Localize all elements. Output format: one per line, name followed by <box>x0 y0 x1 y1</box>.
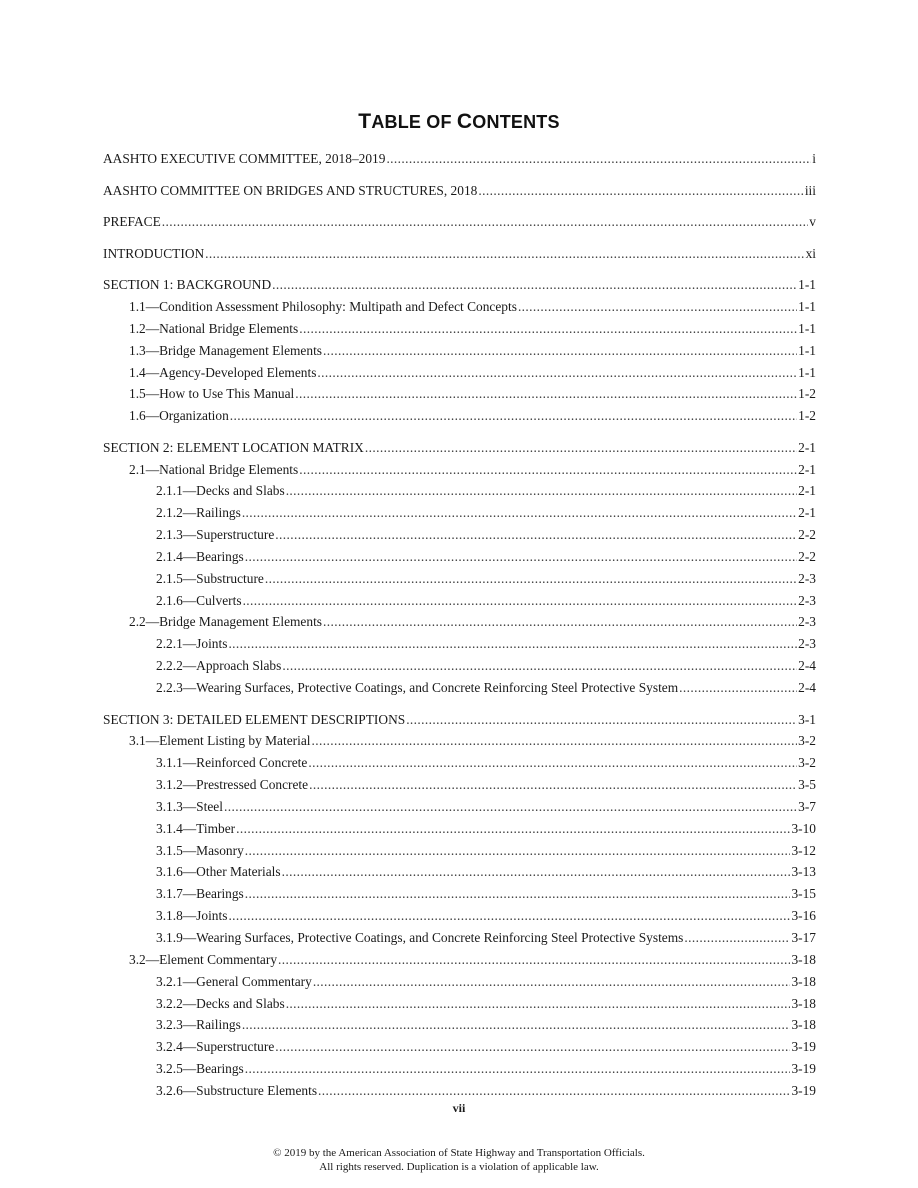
toc-entry-label: 2.1.6—Culverts <box>156 592 242 608</box>
toc-entry-label: 1.5—How to Use This Manual <box>129 386 295 402</box>
dot-leader <box>518 296 797 318</box>
toc-entry[interactable] <box>103 318 816 340</box>
dot-leader <box>386 148 811 170</box>
toc-entry-label: 3.2.2—Decks and Slabs <box>156 995 285 1011</box>
dot-leader <box>295 383 797 405</box>
toc-entry-label: 2.2.1—Joints <box>156 636 228 652</box>
toc-entry-label: 3.2.6—Substructure Elements <box>156 1082 318 1098</box>
toc-entry-label: 2.1.2—Railings <box>156 505 241 521</box>
toc-entry[interactable] <box>103 546 816 568</box>
toc-entry[interactable] <box>103 590 816 612</box>
toc-entry-page: 2-3 <box>798 570 816 586</box>
toc-entry[interactable] <box>103 340 816 362</box>
toc-entry[interactable] <box>103 883 816 905</box>
toc-entry[interactable] <box>103 611 816 633</box>
toc-entry-page: 2-1 <box>798 483 816 499</box>
toc-entry[interactable] <box>103 1036 816 1058</box>
toc-entry-page: 3-18 <box>791 995 816 1011</box>
dot-leader <box>323 340 797 362</box>
table-of-contents <box>103 148 816 1102</box>
dot-leader <box>286 480 797 502</box>
title-rest-1: ABLE OF <box>371 112 457 132</box>
dot-leader <box>236 818 790 840</box>
toc-entry-page: i <box>812 151 816 166</box>
toc-entry[interactable] <box>103 774 816 796</box>
toc-entry-page: 2-2 <box>798 548 816 564</box>
copyright-line: © 2019 by the American Association of State Highway and Transportation Officials. <box>273 1147 645 1159</box>
toc-entry-label: INTRODUCTION <box>103 245 205 261</box>
page-number: vii <box>452 1101 466 1115</box>
toc-entry[interactable] <box>103 796 816 818</box>
toc-entry[interactable] <box>103 752 816 774</box>
toc-entry-page: 1-1 <box>798 277 816 293</box>
toc-entry-label: 2.2.3—Wearing Surfaces, Protective Coatings, and Concrete Reinforcing Steel Protective System <box>156 680 679 695</box>
toc-entry-label: 3.1.5—Masonry <box>156 842 244 858</box>
toc-entry[interactable] <box>103 677 816 699</box>
toc-entry[interactable] <box>103 524 816 546</box>
dot-leader <box>224 796 797 818</box>
toc-entry-page: 1-1 <box>798 298 816 314</box>
toc-entry-page: 3-18 <box>791 1017 816 1033</box>
dot-leader <box>365 437 797 459</box>
toc-entry-page: 3-13 <box>791 864 816 880</box>
dot-leader <box>205 243 804 265</box>
dot-leader <box>242 502 797 524</box>
toc-entry[interactable] <box>103 180 816 202</box>
toc-entry-label: 2.2—Bridge Management Elements <box>129 614 323 630</box>
toc-entry-page: 3-18 <box>791 951 816 967</box>
rights-line: All rights reserved. Duplication is a violation of applicable law. <box>319 1161 599 1173</box>
toc-entry-page: 2-4 <box>798 680 816 695</box>
toc-entry[interactable] <box>103 502 816 524</box>
toc-entry-label: 3.1.2—Prestressed Concrete <box>156 777 309 793</box>
toc-entry-page: 3-19 <box>791 1082 816 1098</box>
toc-entry-label: 1.1—Condition Assessment Philosophy: Multipath and Defect Concepts <box>129 298 517 314</box>
toc-entry[interactable] <box>103 362 816 384</box>
dot-leader <box>313 971 791 993</box>
toc-entry-label: 1.6—Organization <box>129 408 229 424</box>
dot-leader <box>162 211 809 233</box>
toc-entry-page: 3-15 <box>791 886 816 902</box>
toc-entry-label: 3.1.8—Joints <box>156 908 228 924</box>
toc-entry[interactable] <box>103 655 816 677</box>
dot-leader <box>245 1058 791 1080</box>
toc-entry[interactable] <box>103 459 816 481</box>
toc-entry-label: 2.1.5—Substructure <box>156 570 264 586</box>
toc-entry-label: 3.1—Element Listing by Material <box>129 733 311 749</box>
toc-entry[interactable] <box>103 211 816 233</box>
dot-leader <box>265 568 797 590</box>
dot-leader <box>245 546 797 568</box>
toc-entry-page: 3-12 <box>791 842 816 858</box>
toc-entry-page: 3-5 <box>798 777 816 793</box>
toc-entry-page: 3-19 <box>791 1039 816 1055</box>
toc-entry-label: 3.2.4—Superstructure <box>156 1039 275 1055</box>
toc-entry-page: 1-1 <box>798 320 816 336</box>
dot-leader <box>684 927 790 949</box>
toc-entry-page: 3-7 <box>798 798 816 814</box>
toc-entry[interactable] <box>103 1058 816 1080</box>
dot-leader <box>245 840 791 862</box>
toc-entry-page: 3-2 <box>798 733 816 749</box>
dot-leader <box>317 362 797 384</box>
toc-entry-label: SECTION 2: ELEMENT LOCATION MATRIX <box>103 439 364 455</box>
dot-leader <box>309 774 797 796</box>
toc-entry[interactable] <box>103 148 816 170</box>
title-cap-c: C <box>456 110 473 133</box>
dot-leader <box>679 677 797 699</box>
copyright-footer <box>0 1146 918 1174</box>
dot-leader <box>278 949 790 971</box>
dot-leader <box>308 752 797 774</box>
toc-entry-page: 3-10 <box>791 820 816 836</box>
toc-entry[interactable] <box>103 861 816 883</box>
toc-entry-page: 2-3 <box>798 636 816 652</box>
toc-entry-label: 3.2.3—Railings <box>156 1017 241 1033</box>
toc-entry[interactable] <box>103 437 816 459</box>
toc-entry-label: SECTION 3: DETAILED ELEMENT DESCRIPTIONS <box>103 711 406 727</box>
toc-entry[interactable] <box>103 383 816 405</box>
title-cap-t: T <box>358 110 372 133</box>
toc-entry-page: 3-18 <box>791 973 816 989</box>
dot-leader <box>311 730 797 752</box>
dot-leader <box>242 1014 791 1036</box>
dot-leader <box>230 405 797 427</box>
toc-entry-label: 3.2.5—Bearings <box>156 1061 244 1077</box>
dot-leader <box>228 633 797 655</box>
toc-entry-page: 3-17 <box>791 929 816 945</box>
toc-entry-label: 3.2.1—General Commentary <box>156 973 312 989</box>
toc-entry[interactable] <box>103 1080 816 1102</box>
toc-entry[interactable] <box>103 568 816 590</box>
toc-entry-label: 2.1.1—Decks and Slabs <box>156 483 285 499</box>
toc-entry-page: iii <box>804 182 816 198</box>
toc-entry-label: 3.1.1—Reinforced Concrete <box>156 755 308 771</box>
toc-entry-label: PREFACE <box>103 214 161 230</box>
toc-entry-page: 2-3 <box>798 592 816 608</box>
dot-leader <box>406 709 797 731</box>
toc-entry-page: 2-1 <box>798 461 816 477</box>
toc-entry[interactable] <box>103 905 816 927</box>
dot-leader <box>478 180 803 202</box>
toc-entry-label: AASHTO COMMITTEE ON BRIDGES AND STRUCTURES, 2018 <box>103 182 478 198</box>
toc-entry-page: xi <box>805 245 816 261</box>
toc-entry[interactable] <box>103 480 816 502</box>
toc-entry-label: 2.1.4—Bearings <box>156 548 244 564</box>
toc-entry-page: 2-1 <box>798 505 816 521</box>
dot-leader <box>286 993 791 1015</box>
toc-entry-page: 2-4 <box>798 658 816 674</box>
toc-entry-label: 3.1.4—Timber <box>156 820 236 836</box>
page-title <box>0 110 918 134</box>
dot-leader <box>323 611 797 633</box>
toc-entry-label: SECTION 1: BACKGROUND <box>103 277 272 293</box>
toc-entry[interactable] <box>103 243 816 265</box>
dot-leader <box>299 459 797 481</box>
dot-leader <box>275 524 797 546</box>
dot-leader <box>282 861 791 883</box>
dot-leader <box>243 590 798 612</box>
toc-entry[interactable] <box>103 730 816 752</box>
toc-entry-label: 2.1.3—Superstructure <box>156 527 275 543</box>
dot-leader <box>228 905 790 927</box>
toc-entry-label: AASHTO EXECUTIVE COMMITTEE, 2018–2019 <box>103 151 386 166</box>
toc-entry-label: 3.1.7—Bearings <box>156 886 244 902</box>
toc-entry-label: 3.1.6—Other Materials <box>156 864 281 880</box>
title-rest-2: ONTENTS <box>472 112 560 132</box>
toc-entry-label: 3.1.9—Wearing Surfaces, Protective Coatings, and Concrete Reinforcing Steel Protective Systems <box>156 929 684 945</box>
toc-entry[interactable] <box>103 993 816 1015</box>
dot-leader <box>299 318 797 340</box>
toc-entry-page: 2-3 <box>798 614 816 630</box>
dot-leader <box>245 883 791 905</box>
toc-entry-label: 2.1—National Bridge Elements <box>129 461 299 477</box>
dot-leader <box>275 1036 790 1058</box>
toc-entry-label: 2.2.2—Approach Slabs <box>156 658 282 674</box>
dot-leader <box>272 274 797 296</box>
toc-entry-label: 3.1.3—Steel <box>156 798 223 814</box>
toc-entry-label: 1.3—Bridge Management Elements <box>129 342 323 358</box>
toc-entry-page: v <box>809 214 816 230</box>
toc-entry[interactable] <box>103 840 816 862</box>
toc-entry-page: 1-2 <box>798 408 816 424</box>
dot-leader <box>318 1080 790 1102</box>
toc-entry[interactable] <box>103 927 816 949</box>
toc-entry-page: 2-2 <box>798 527 816 543</box>
toc-entry[interactable] <box>103 818 816 840</box>
toc-entry-page: 3-2 <box>798 755 816 771</box>
toc-entry[interactable] <box>103 709 816 731</box>
toc-entry[interactable] <box>103 1014 816 1036</box>
toc-entry[interactable] <box>103 296 816 318</box>
dot-leader <box>282 655 797 677</box>
toc-entry-label: 3.2—Element Commentary <box>129 951 278 967</box>
toc-entry-page: 3-19 <box>791 1061 816 1077</box>
toc-entry[interactable] <box>103 971 816 993</box>
toc-entry-page: 2-1 <box>798 439 816 455</box>
toc-entry[interactable] <box>103 274 816 296</box>
toc-entry-label: 1.2—National Bridge Elements <box>129 320 299 336</box>
toc-entry-page: 1-1 <box>798 364 816 380</box>
toc-entry-page: 3-1 <box>798 711 816 727</box>
toc-entry[interactable] <box>103 405 816 427</box>
toc-entry-page: 1-1 <box>798 342 816 358</box>
toc-entry-page: 3-16 <box>791 908 816 924</box>
toc-entry-label: 1.4—Agency-Developed Elements <box>129 364 317 380</box>
toc-entry-page: 1-2 <box>798 386 816 402</box>
toc-entry[interactable] <box>103 949 816 971</box>
toc-entry[interactable] <box>103 633 816 655</box>
